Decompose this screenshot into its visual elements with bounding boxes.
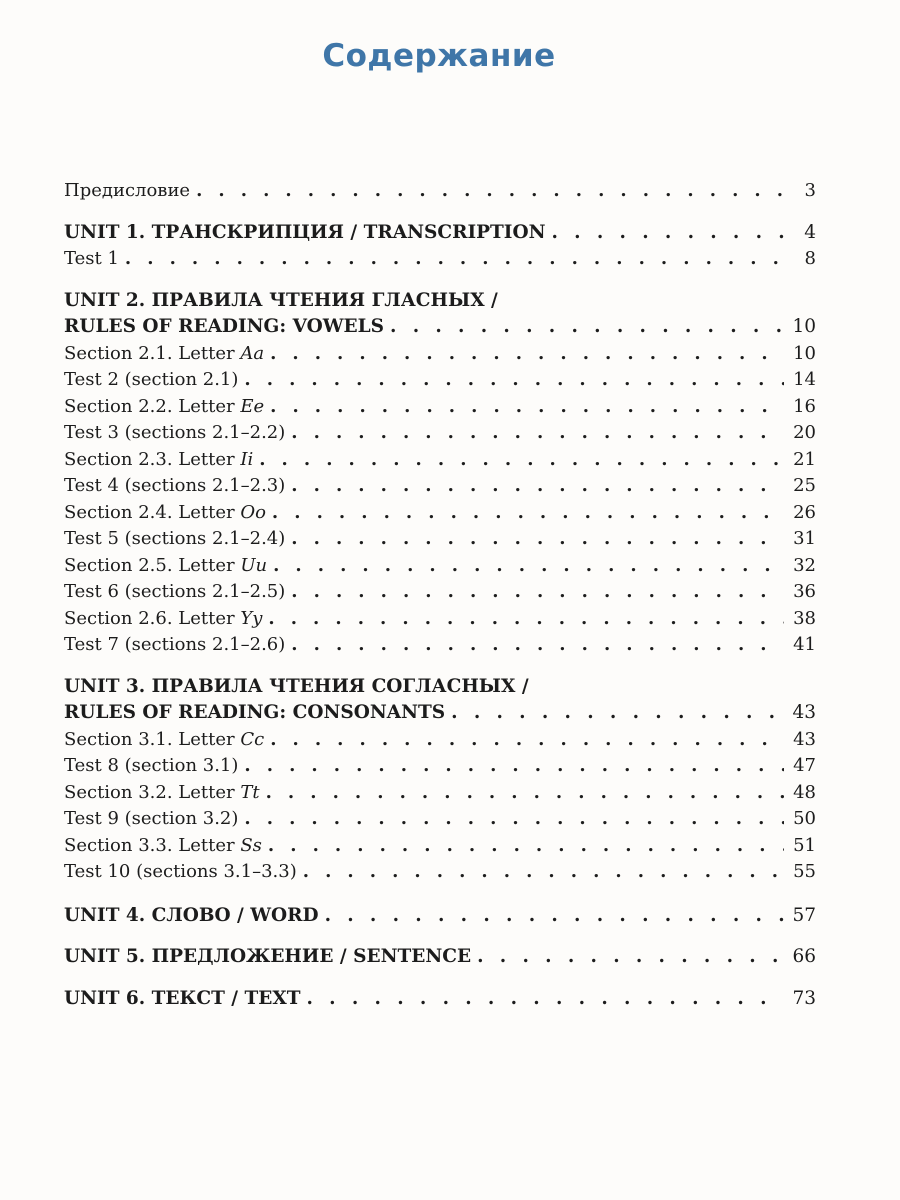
toc-entry-test-3[interactable] [64, 420, 816, 447]
toc-entry-label: Test 8 (section 3.1) [64, 755, 239, 776]
dot-leader [291, 579, 784, 606]
toc-entry-section-3-2[interactable] [64, 780, 816, 807]
toc-page-number: 16 [793, 395, 816, 417]
toc-entry-section-2-4[interactable] [64, 500, 816, 527]
letter-name: Cc [240, 728, 265, 750]
toc-entry-unit-4[interactable] [64, 903, 816, 930]
dot-leader [291, 420, 784, 447]
letter-name: Yy [240, 607, 263, 629]
toc-entry-test-5[interactable] [64, 526, 816, 553]
toc-entry-test-1[interactable] [64, 246, 816, 273]
toc-entry-label: Test 3 (sections 2.1–2.2) [64, 422, 286, 443]
toc-entry-label: Предисловие [64, 180, 191, 201]
dot-leader [244, 806, 784, 833]
dot-leader [268, 606, 784, 633]
toc-entry-section-2-6[interactable] [64, 606, 816, 633]
table-of-contents [64, 178, 816, 1012]
toc-entry-test-2[interactable] [64, 367, 816, 394]
toc-page-number: 20 [793, 422, 816, 443]
dot-leader [244, 367, 784, 394]
toc-page-number: 55 [793, 861, 816, 882]
toc-page-number: 10 [792, 316, 816, 337]
toc-entry-section-2-5[interactable] [64, 553, 816, 580]
toc-entry-section-2-3[interactable] [64, 447, 816, 474]
toc-page-number: 66 [792, 946, 816, 967]
toc-page-number: 41 [793, 634, 816, 655]
toc-entry-label: Section 3.1. Letter Cc [64, 728, 265, 750]
toc-entry-label: Section 3.2. Letter Tt [64, 781, 260, 803]
page-title: Содержание [322, 38, 556, 74]
letter-name: Ss [240, 834, 262, 856]
dot-leader [270, 341, 784, 368]
toc-entry-label: Test 9 (section 3.2) [64, 808, 239, 829]
dot-leader [291, 473, 784, 500]
toc-entry-unit-1[interactable] [64, 220, 816, 247]
dot-leader [291, 526, 784, 553]
toc-entry-label: Section 2.3. Letter Ii [64, 448, 254, 470]
toc-page-number: 10 [793, 342, 816, 364]
toc-entry-label: Test 2 (section 2.1) [64, 369, 239, 390]
toc-entry-test-6[interactable] [64, 579, 816, 606]
toc-entry-label: Test 5 (sections 2.1–2.4) [64, 528, 286, 549]
letter-name: Oo [240, 501, 266, 523]
toc-entry-label: UNIT 5. ПРЕДЛОЖЕНИЕ / SENTENCE [64, 946, 472, 967]
toc-page-number: 32 [793, 554, 816, 576]
toc-entry-section-2-2[interactable] [64, 394, 816, 421]
dot-leader [325, 903, 784, 930]
toc-entry-label: UNIT 1. ТРАНСКРИПЦИЯ / TRANSCRIPTION [64, 221, 546, 243]
dot-leader [551, 220, 784, 247]
toc-page-number: 4 [804, 221, 816, 243]
toc-page-number: 43 [793, 728, 816, 750]
toc-entry-section-3-1[interactable] [64, 727, 816, 754]
toc-page-number: 36 [793, 581, 816, 602]
letter-name: Tt [240, 781, 260, 803]
toc-page-number: 43 [792, 702, 816, 723]
toc-entry-test-10[interactable] [64, 859, 816, 886]
toc-entry-label: Section 2.5. Letter Uu [64, 554, 268, 576]
toc-entry-test-8[interactable] [64, 753, 816, 780]
toc-page-number: 8 [804, 248, 816, 269]
toc-page-number: 51 [793, 834, 816, 856]
toc-page-number: 47 [793, 755, 816, 776]
toc-page-number: 73 [792, 987, 816, 1009]
letter-name: Uu [240, 554, 268, 576]
toc-entry-unit-2[interactable] [64, 314, 816, 341]
toc-unit-3-heading[interactable]: UNIT 3. ПРАВИЛА ЧТЕНИЯ СОГЛАСНЫХ / [64, 675, 529, 697]
dot-leader [451, 700, 784, 727]
toc-page-number: 26 [793, 501, 816, 523]
toc-page-number: 3 [804, 180, 816, 201]
toc-entry-label: Test 10 (sections 3.1–3.3) [64, 861, 297, 882]
toc-entry-test-4[interactable] [64, 473, 816, 500]
toc-entry-label: Section 2.6. Letter Yy [64, 607, 263, 629]
dot-leader [270, 394, 784, 421]
dot-leader [273, 553, 784, 580]
letter-name: Ee [240, 395, 265, 417]
toc-entry-preface[interactable] [64, 178, 816, 205]
toc-entry-label: Test 1 [64, 248, 119, 269]
toc-unit-2-heading[interactable]: UNIT 2. ПРАВИЛА ЧТЕНИЯ ГЛАСНЫХ / [64, 289, 498, 311]
dot-leader [270, 727, 784, 754]
toc-entry-label: Section 2.4. Letter Oo [64, 501, 266, 523]
toc-page-number: 25 [793, 475, 816, 496]
letter-name: Ii [240, 448, 254, 470]
toc-entry-label: Section 3.3. Letter Ss [64, 834, 262, 856]
dot-leader [266, 780, 784, 807]
toc-entry-test-7[interactable] [64, 632, 816, 659]
dot-leader [244, 753, 784, 780]
dot-leader [303, 859, 784, 886]
toc-page-number: 48 [793, 781, 816, 803]
toc-entry-label: Test 4 (sections 2.1–2.3) [64, 475, 286, 496]
toc-page-number: 21 [793, 448, 816, 470]
toc-entry-label: RULES OF READING: VOWELS [64, 316, 385, 337]
toc-entry-unit-5[interactable] [64, 944, 816, 971]
toc-page-number: 14 [793, 369, 816, 390]
dot-leader [125, 246, 784, 273]
toc-entry-section-2-1[interactable] [64, 341, 816, 368]
toc-entry-unit-3[interactable] [64, 700, 816, 727]
dot-leader [268, 833, 784, 860]
toc-entry-label: Test 6 (sections 2.1–2.5) [64, 581, 286, 602]
toc-entry-unit-6[interactable] [64, 986, 816, 1013]
toc-page-number: 50 [793, 808, 816, 829]
dot-leader [390, 314, 784, 341]
dot-leader [306, 986, 784, 1013]
dot-leader [196, 178, 784, 205]
dot-leader [291, 632, 784, 659]
toc-entry-label: Test 7 (sections 2.1–2.6) [64, 634, 286, 655]
dot-leader [259, 447, 784, 474]
toc-page-number: 38 [793, 607, 816, 629]
toc-page-number: 57 [792, 904, 816, 926]
toc-entry-label: Section 2.2. Letter Ee [64, 395, 265, 417]
dot-leader [477, 944, 784, 971]
toc-page-number: 31 [793, 528, 816, 549]
toc-entry-label: RULES OF READING: CONSONANTS [64, 702, 446, 723]
toc-entry-label: UNIT 6. ТЕКСТ / TEXT [64, 987, 301, 1009]
toc-entry-section-3-3[interactable] [64, 833, 816, 860]
toc-entry-label: Section 2.1. Letter Aa [64, 342, 265, 364]
letter-name: Aa [240, 342, 265, 364]
toc-entry-label: UNIT 4. СЛОВО / WORD [64, 904, 319, 926]
toc-entry-test-9[interactable] [64, 806, 816, 833]
dot-leader [272, 500, 784, 527]
